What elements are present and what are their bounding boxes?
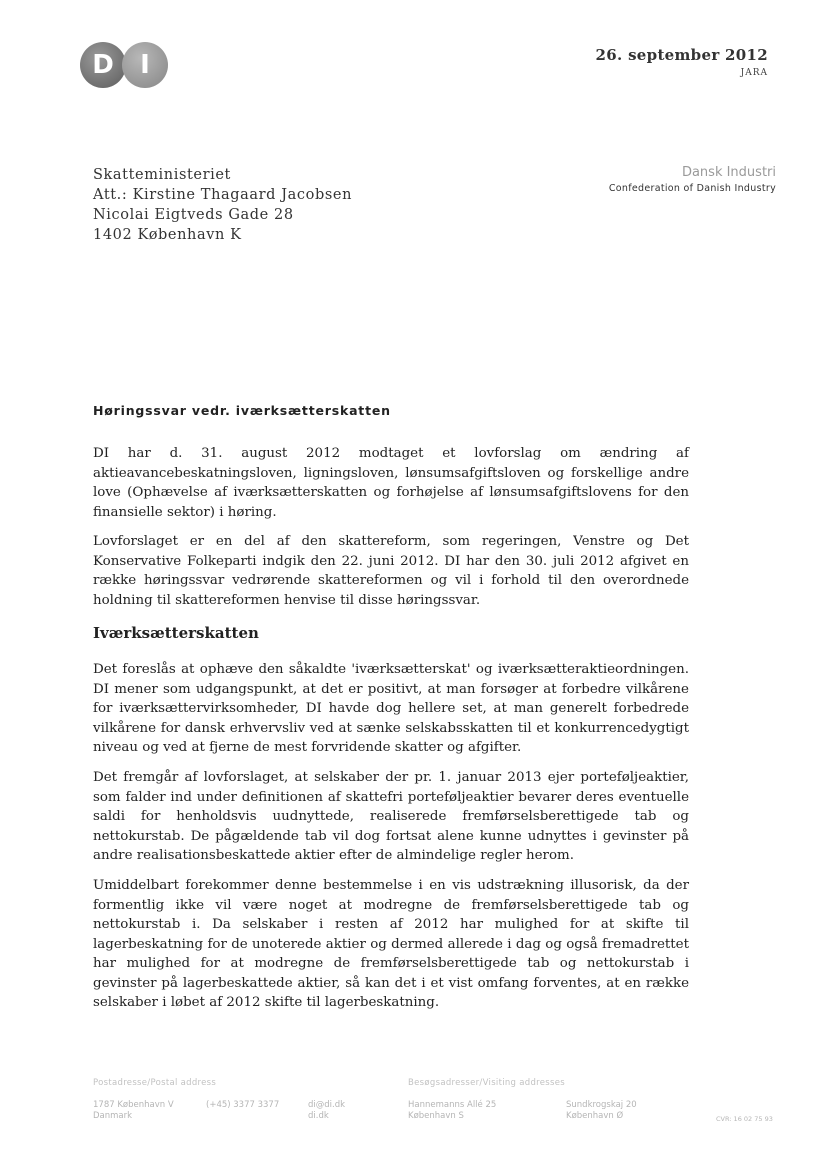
di-logo [80, 42, 172, 90]
recipient-line: Att.: Kirstine Thagaard Jacobsen [93, 187, 353, 203]
logo-circle-i: I [122, 42, 168, 88]
organization-subtitle: Confederation of Danish Industry [608, 183, 776, 194]
postal-address [93, 1100, 174, 1122]
section-heading: Iværksætterskatten [93, 624, 259, 642]
phone-number: (+45) 3377 3377 [206, 1100, 280, 1110]
organization-name: Dansk Industri [681, 165, 776, 180]
postal-address-label: Postadresse/Postal address [93, 1078, 217, 1088]
body-paragraph: Det foreslås at ophæve den såkaldte 'iværksætterskat' og iværksætteraktieordningen. DI mener som udgangspunkt, at det er positivt, at man forsøger at forbedre vilkårene for iværksættervirksomheder, DI havde dog hellere set, at man generelt forbedrede vilkårene for dansk erhvervsliv ved at sænke selskabsskatten til et konkurrencedygtigt niveau og ved at fjerne de mest forvridende skatter og afgifter. [93, 662, 689, 755]
recipient-address [93, 165, 352, 245]
visit-line: København S [408, 1111, 464, 1121]
contact-info [308, 1100, 345, 1122]
body-paragraph: Umiddelbart forekommer denne bestemmelse i en vis udstrækning illusorisk, da der formentlig ikke vil være noget at modregne de fremførselsberettigede tab og nettokurstab i. Da selskaber i resten af 2012 har mulighed for at skifte til lagerbeskatning for de unoterede aktier og dermed allerede i dag og også fremadrettet har mulighed for at modregne de fremførselsberettigede tab og nettokurstab i gevinster på lagerbeskattede aktier, så kan det i et vist omfang forventes, at en række selskaber i løbet af 2012 skifte til lagerbeskatning. [93, 878, 689, 1010]
web-link[interactable]: di.dk [308, 1111, 329, 1121]
visiting-address-label: Besøgsadresser/Visiting addresses [408, 1078, 566, 1088]
postal-line: 1787 København V [93, 1100, 174, 1110]
email-link[interactable]: di@di.dk [308, 1100, 346, 1110]
letter-date: 26. september 2012 [595, 46, 768, 64]
visit-line: Hannemanns Allé 25 [408, 1100, 497, 1110]
recipient-line: Nicolai Eigtveds Gade 28 [93, 207, 294, 223]
visit-line: Sundkrogskaj 20 [566, 1100, 637, 1110]
author-initials: JARA [740, 68, 768, 78]
visiting-address-2 [566, 1100, 637, 1122]
postal-line: Danmark [93, 1111, 133, 1121]
logo-circle-d: D [80, 42, 126, 88]
recipient-line: Skatteministeriet [93, 167, 231, 183]
visiting-address-1 [408, 1100, 496, 1122]
visit-line: København Ø [566, 1111, 624, 1121]
letter-subject: Høringssvar vedr. iværksætterskatten [93, 403, 391, 418]
recipient-line: 1402 København K [93, 227, 242, 243]
cvr-number: CVR: 16 02 75 93 [716, 1115, 773, 1123]
body-paragraph: DI har d. 31. august 2012 modtaget et lovforslag om ændring af aktieavancebeskatningsloven, ligningsloven, lønsumsafgiftsloven og forskellige andre love (Ophævelse af iværksætterskatten og forhøjelse af lønsumsafgiftslovens for den finansielle sektor) i høring. [93, 446, 689, 520]
body-paragraph: Det fremgår af lovforslaget, at selskaber der pr. 1. januar 2013 ejer porteføljeaktier, som falder ind under definitionen af skattefri porteføljeaktier bevarer deres eventuelle saldi for henholdsvis uudnyttede, realiserede fremførselsberettigede tab og nettokurstab. De pågældende tab vil dog fortsat alene kunne udnyttes i gevinster på andre realisationsbeskattede aktier efter de almindelige regler herom. [93, 770, 689, 863]
body-paragraph: Lovforslaget er en del af den skattereform, som regeringen, Venstre og Det Konservative Folkeparti indgik den 22. juni 2012. DI har den 30. juli 2012 afgivet en række høringssvar vedrørende skattereformen og vil i forhold til den overordnede holdning til skattereformen henvise til disse høringssvar. [93, 534, 689, 608]
